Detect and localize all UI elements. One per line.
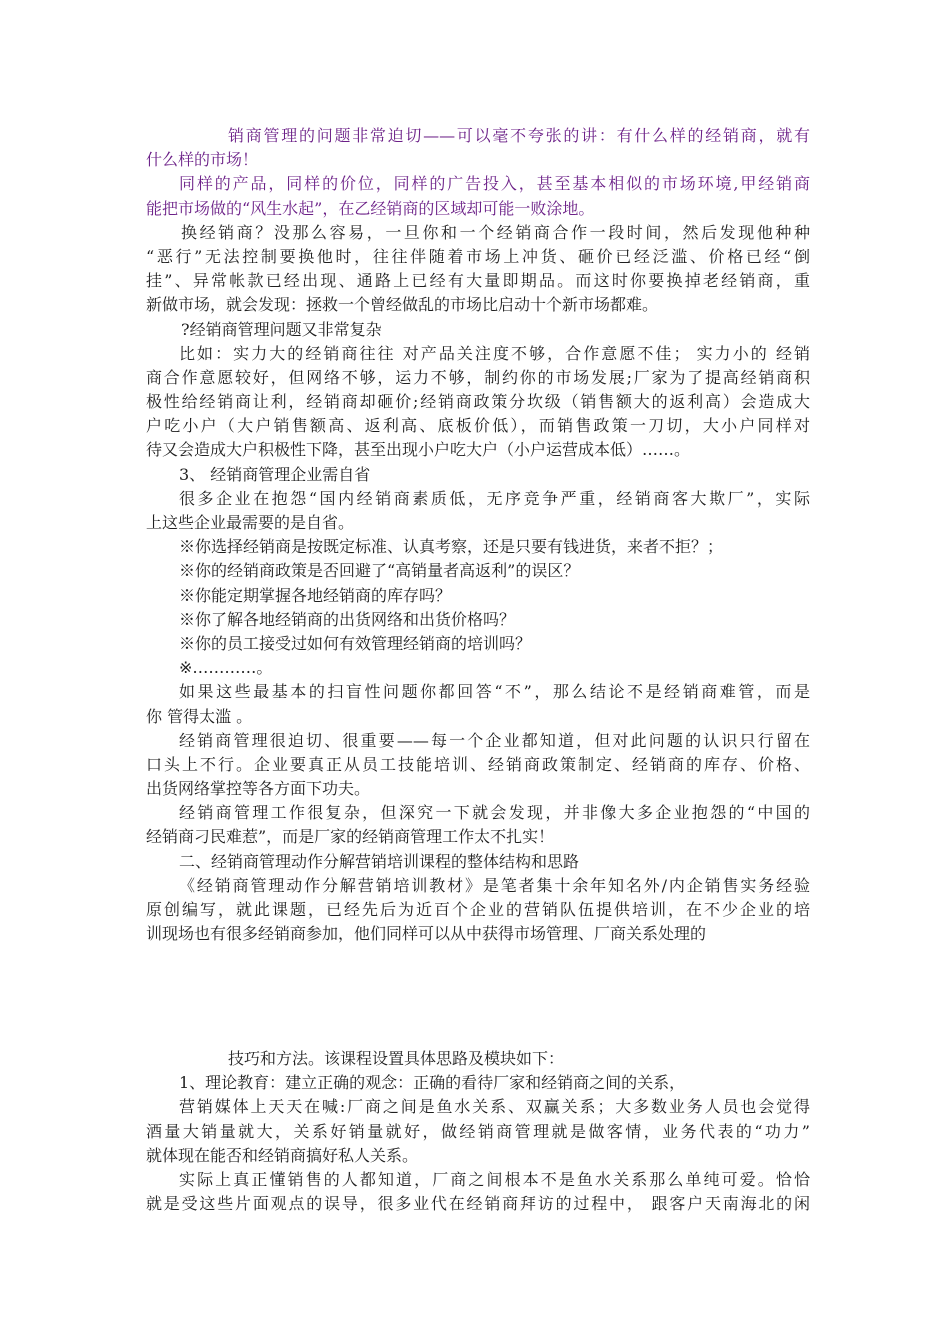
- text-line: 3、 经销商管理企业需自省: [179, 464, 371, 484]
- text-line: 实际上真正懂销售的人都知道，厂商之间根本不是鱼水关系那么单纯可爱。恰恰: [179, 1169, 810, 1189]
- text-line: ※你了解各地经销商的出货网络和出货价格吗？: [179, 609, 516, 629]
- text-line: 同样的产品，同样的价位，同样的广告投入，甚至基本相似的市场环境,甲经销商: [179, 174, 810, 194]
- text-line: 酒量大销量就大，关系好销量就好，做经销商管理就是做客情，业务代表的“功力”: [146, 1121, 810, 1141]
- text-line: 换经销商？没那么容易，一旦你和一个经销商合作一段时间，然后发现他种种: [181, 222, 810, 242]
- text-line: 《经销商管理动作分解营销培训教材》是笔者集十余年知名外/内企销售实务经验: [179, 875, 810, 895]
- text-line: 新做市场，就会发现：拯救一个曾经做乱的市场比启动十个新市场都难。: [146, 295, 659, 315]
- text-line: 经销商刁民难惹”，而是厂家的经销商管理工作太不扎实！: [146, 827, 555, 847]
- text-line: 商合作意愿较好，但网络不够，运力不够，制约你的市场发展;厂家为了提高经销商积: [146, 367, 810, 387]
- text-line: 你 管得太滥 。: [146, 706, 253, 726]
- text-line: 二、经销商管理动作分解营销培训课程的整体结构和思路: [179, 851, 580, 871]
- text-line: 能把市场做的“风生水起”，在乙经销商的区域却可能一败涂地。: [146, 198, 595, 218]
- body-text-section-2: [146, 1047, 810, 1216]
- text-line: 销商管理的问题非常迫切——可以毫不夸张的讲：有什么样的经销商，就有: [228, 126, 810, 145]
- text-line: 技巧和方法。该课程设置具体思路及模块如下：: [228, 1049, 565, 1068]
- text-line: ※你能定期掌握各地经销商的库存吗？: [179, 585, 452, 605]
- body-text-section-1: [146, 124, 810, 946]
- text-line: ※你的员工接受过如何有效管理经销商的培训吗？: [179, 633, 532, 653]
- text-line: 很多企业在抱怨“国内经销商素质低，无序竞争严重，经销商客大欺厂”，实际: [179, 488, 810, 508]
- text-line: “恶行”无法控制要换他时，往往伴随着市场上冲货、砸价已经泛滥、价格已经“倒: [146, 246, 810, 266]
- text-line: 极性给经销商让利，经销商却砸价;经销商政策分坎级（销售额大的返利高）会造成大: [146, 392, 810, 412]
- text-line: 待又会造成大户积极性下降，甚至出现小户吃大户（小户运营成本低）……。: [146, 440, 691, 460]
- text-line: 户吃小户（大户销售额高、返利高、底板价低），而销售政策一刀切，大小户同样对: [146, 416, 810, 436]
- text-line: 上这些企业最需要的是自省。: [146, 513, 355, 532]
- text-line: 比如：实力大的经销商往往 对产品关注度不够，合作意愿不佳； 实力小的 经销: [179, 343, 810, 363]
- text-line: 如果这些最基本的扫盲性问题你都回答“不”，那么结论不是经销商难管，而是: [179, 682, 810, 702]
- text-line: ?经销商管理问题又非常复杂: [181, 319, 382, 339]
- text-line: 什么样的市场！: [146, 150, 259, 170]
- text-line: 就体现在能否和经销商搞好私人关系。: [146, 1145, 419, 1165]
- text-line: 挂”、异常帐款已经出现、通路上已经有大量即期品。而这时你要换掉老经销商，重: [146, 271, 810, 291]
- text-line: 经销商管理很迫切、很重要——每一个企业都知道，但对此问题的认识只行留在: [179, 730, 810, 750]
- text-line: ※…………。: [179, 658, 273, 678]
- text-line: 原创编写，就此课题，已经先后为近百个企业的营销队伍提供培训，在不少企业的培: [146, 900, 810, 919]
- text-line: 1、理论教育：建立正确的观念：正确的看待厂家和经销商之间的关系，: [179, 1073, 686, 1093]
- text-line: 营销媒体上天天在喊:厂商之间是鱼水关系、双赢关系；大多数业务人员也会觉得: [179, 1097, 810, 1117]
- text-line: 口头上不行。企业要真正从员工技能培训、经销商政策制定、经销商的库存、价格、: [146, 754, 810, 774]
- text-line: 出货网络掌控等各方面下功夫。: [146, 779, 371, 799]
- text-line: 经销商管理工作很复杂，但深究一下就会发现，并非像大多企业抱怨的“中国的: [179, 803, 810, 823]
- text-line: ※你的经销商政策是否回避了“高销量者高返利”的误区？: [179, 561, 580, 581]
- text-line: ※你选择经销商是按既定标准、认真考察，还是只要有钱进货，来者不拒？；: [179, 537, 724, 557]
- text-line: 训现场也有很多经销商参加，他们同样可以从中获得市场管理、厂商关系处理的: [146, 924, 707, 944]
- text-line: 就是受这些片面观点的误导，很多业代在经销商拜访的过程中， 跟客户天南海北的闲: [146, 1194, 810, 1214]
